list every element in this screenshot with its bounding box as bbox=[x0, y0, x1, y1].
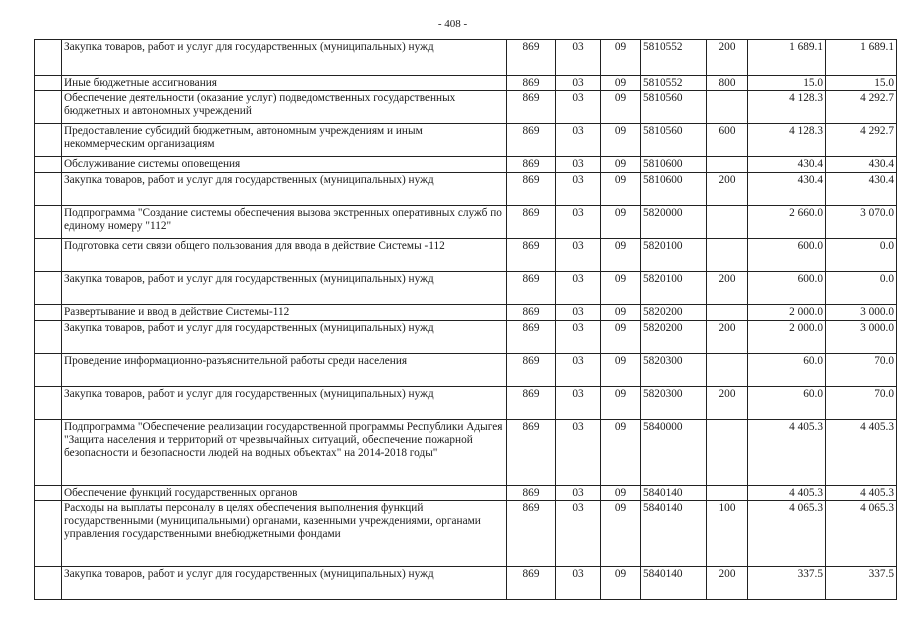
target-article-cell: 5840140 bbox=[641, 567, 707, 600]
table-row bbox=[35, 40, 897, 76]
item-name-cell: Подготовка сети связи общего пользования для ввода в действие Системы -112 bbox=[62, 239, 507, 272]
table-row bbox=[35, 206, 897, 239]
ministry-code-cell: 869 bbox=[507, 206, 556, 239]
sum-year-2-cell: 4 292.7 bbox=[826, 91, 897, 124]
item-name-cell: Иные бюджетные ассигнования bbox=[62, 76, 507, 91]
ministry-code-cell: 869 bbox=[507, 124, 556, 157]
expense-type-cell bbox=[707, 354, 748, 387]
target-article-cell: 5820300 bbox=[641, 354, 707, 387]
expense-type-cell bbox=[707, 157, 748, 173]
subsection-cell: 09 bbox=[601, 157, 641, 173]
item-name-cell: Обслуживание системы оповещения bbox=[62, 157, 507, 173]
table-row bbox=[35, 272, 897, 305]
expense-type-cell: 200 bbox=[707, 567, 748, 600]
subsection-cell: 09 bbox=[601, 173, 641, 206]
sum-year-2-cell: 337.5 bbox=[826, 567, 897, 600]
row-number-cell bbox=[35, 206, 62, 239]
expense-type-cell: 800 bbox=[707, 76, 748, 91]
target-article-cell: 5810552 bbox=[641, 40, 707, 76]
subsection-cell: 09 bbox=[601, 272, 641, 305]
target-article-cell: 5820200 bbox=[641, 305, 707, 321]
target-article-cell: 5810560 bbox=[641, 124, 707, 157]
ministry-code-cell: 869 bbox=[507, 157, 556, 173]
sum-year-2-cell: 70.0 bbox=[826, 354, 897, 387]
row-number-cell bbox=[35, 173, 62, 206]
row-number-cell bbox=[35, 91, 62, 124]
row-number-cell bbox=[35, 124, 62, 157]
sum-year-2-cell: 3 000.0 bbox=[826, 321, 897, 354]
row-number-cell bbox=[35, 321, 62, 354]
section-cell: 03 bbox=[556, 354, 601, 387]
expense-type-cell bbox=[707, 420, 748, 486]
subsection-cell: 09 bbox=[601, 40, 641, 76]
ministry-code-cell: 869 bbox=[507, 173, 556, 206]
table-row bbox=[35, 567, 897, 600]
target-article-cell: 5820300 bbox=[641, 387, 707, 420]
table-row bbox=[35, 305, 897, 321]
sum-year-2-cell: 4 292.7 bbox=[826, 124, 897, 157]
subsection-cell: 09 bbox=[601, 321, 641, 354]
ministry-code-cell: 869 bbox=[507, 486, 556, 501]
table-row bbox=[35, 321, 897, 354]
sum-year-2-cell: 15.0 bbox=[826, 76, 897, 91]
sum-year-1-cell: 430.4 bbox=[748, 157, 826, 173]
ministry-code-cell: 869 bbox=[507, 40, 556, 76]
item-name-cell: Проведение информационно-разъяснительной работы среди населения bbox=[62, 354, 507, 387]
sum-year-1-cell: 2 000.0 bbox=[748, 321, 826, 354]
target-article-cell: 5840000 bbox=[641, 420, 707, 486]
table-row bbox=[35, 486, 897, 501]
sum-year-2-cell: 430.4 bbox=[826, 157, 897, 173]
ministry-code-cell: 869 bbox=[507, 91, 556, 124]
expense-type-cell: 100 bbox=[707, 501, 748, 567]
subsection-cell: 09 bbox=[601, 91, 641, 124]
row-number-cell bbox=[35, 420, 62, 486]
ministry-code-cell: 869 bbox=[507, 420, 556, 486]
subsection-cell: 09 bbox=[601, 354, 641, 387]
subsection-cell: 09 bbox=[601, 567, 641, 600]
row-number-cell bbox=[35, 76, 62, 91]
subsection-cell: 09 bbox=[601, 387, 641, 420]
section-cell: 03 bbox=[556, 239, 601, 272]
section-cell: 03 bbox=[556, 420, 601, 486]
target-article-cell: 5840140 bbox=[641, 501, 707, 567]
target-article-cell: 5820100 bbox=[641, 239, 707, 272]
row-number-cell bbox=[35, 272, 62, 305]
subsection-cell: 09 bbox=[601, 305, 641, 321]
row-number-cell bbox=[35, 486, 62, 501]
section-cell: 03 bbox=[556, 305, 601, 321]
ministry-code-cell: 869 bbox=[507, 501, 556, 567]
ministry-code-cell: 869 bbox=[507, 305, 556, 321]
subsection-cell: 09 bbox=[601, 486, 641, 501]
section-cell: 03 bbox=[556, 91, 601, 124]
sum-year-2-cell: 3 000.0 bbox=[826, 305, 897, 321]
item-name-cell: Подпрограмма "Создание системы обеспечения вызова экстренных оперативных служб по единому номеру "112" bbox=[62, 206, 507, 239]
section-cell: 03 bbox=[556, 387, 601, 420]
sum-year-1-cell: 4 128.3 bbox=[748, 124, 826, 157]
section-cell: 03 bbox=[556, 486, 601, 501]
item-name-cell: Обеспечение деятельности (оказание услуг) подведомственных государственных бюджетных и автономных учреждений bbox=[62, 91, 507, 124]
sum-year-1-cell: 430.4 bbox=[748, 173, 826, 206]
table-row bbox=[35, 239, 897, 272]
section-cell: 03 bbox=[556, 272, 601, 305]
sum-year-2-cell: 4 405.3 bbox=[826, 420, 897, 486]
table-row bbox=[35, 157, 897, 173]
ministry-code-cell: 869 bbox=[507, 321, 556, 354]
ministry-code-cell: 869 bbox=[507, 272, 556, 305]
expense-type-cell: 200 bbox=[707, 387, 748, 420]
budget-table bbox=[34, 39, 897, 600]
table-row bbox=[35, 501, 897, 567]
sum-year-2-cell: 430.4 bbox=[826, 173, 897, 206]
expense-type-cell bbox=[707, 239, 748, 272]
sum-year-1-cell: 2 660.0 bbox=[748, 206, 826, 239]
target-article-cell: 5810600 bbox=[641, 157, 707, 173]
target-article-cell: 5810552 bbox=[641, 76, 707, 91]
table-row bbox=[35, 124, 897, 157]
sum-year-1-cell: 4 405.3 bbox=[748, 420, 826, 486]
sum-year-1-cell: 4 128.3 bbox=[748, 91, 826, 124]
target-article-cell: 5820200 bbox=[641, 321, 707, 354]
expense-type-cell bbox=[707, 91, 748, 124]
ministry-code-cell: 869 bbox=[507, 76, 556, 91]
section-cell: 03 bbox=[556, 206, 601, 239]
item-name-cell: Подпрограмма "Обеспечение реализации государственной программы Республики Адыгея "Защита населения и территорий от чрезвычайных ситуаций, обеспечение пожарной безопасности и безопасности людей на водных объектах" на 2014-2018 годы" bbox=[62, 420, 507, 486]
ministry-code-cell: 869 bbox=[507, 387, 556, 420]
row-number-cell bbox=[35, 567, 62, 600]
subsection-cell: 09 bbox=[601, 76, 641, 91]
section-cell: 03 bbox=[556, 567, 601, 600]
sum-year-1-cell: 1 689.1 bbox=[748, 40, 826, 76]
sum-year-2-cell: 1 689.1 bbox=[826, 40, 897, 76]
subsection-cell: 09 bbox=[601, 420, 641, 486]
section-cell: 03 bbox=[556, 501, 601, 567]
sum-year-1-cell: 337.5 bbox=[748, 567, 826, 600]
page-number: - 408 - bbox=[437, 18, 468, 30]
expense-type-cell: 200 bbox=[707, 321, 748, 354]
sum-year-2-cell: 4 405.3 bbox=[826, 486, 897, 501]
sum-year-2-cell: 0.0 bbox=[826, 239, 897, 272]
sum-year-2-cell: 3 070.0 bbox=[826, 206, 897, 239]
target-article-cell: 5810560 bbox=[641, 91, 707, 124]
table-row bbox=[35, 354, 897, 387]
row-number-cell bbox=[35, 239, 62, 272]
table-row bbox=[35, 387, 897, 420]
subsection-cell: 09 bbox=[601, 206, 641, 239]
sum-year-1-cell: 60.0 bbox=[748, 354, 826, 387]
table-row bbox=[35, 420, 897, 486]
sum-year-1-cell: 4 065.3 bbox=[748, 501, 826, 567]
section-cell: 03 bbox=[556, 76, 601, 91]
sum-year-1-cell: 4 405.3 bbox=[748, 486, 826, 501]
item-name-cell: Закупка товаров, работ и услуг для государственных (муниципальных) нужд bbox=[62, 40, 507, 76]
expense-type-cell: 200 bbox=[707, 272, 748, 305]
ministry-code-cell: 869 bbox=[507, 354, 556, 387]
section-cell: 03 bbox=[556, 321, 601, 354]
row-number-cell bbox=[35, 40, 62, 76]
ministry-code-cell: 869 bbox=[507, 567, 556, 600]
expense-type-cell bbox=[707, 206, 748, 239]
item-name-cell: Обеспечение функций государственных органов bbox=[62, 486, 507, 501]
expense-type-cell: 200 bbox=[707, 40, 748, 76]
item-name-cell: Закупка товаров, работ и услуг для государственных (муниципальных) нужд bbox=[62, 387, 507, 420]
sum-year-2-cell: 0.0 bbox=[826, 272, 897, 305]
sum-year-1-cell: 15.0 bbox=[748, 76, 826, 91]
budget-table-body bbox=[35, 40, 897, 600]
row-number-cell bbox=[35, 501, 62, 567]
subsection-cell: 09 bbox=[601, 501, 641, 567]
item-name-cell: Закупка товаров, работ и услуг для государственных (муниципальных) нужд bbox=[62, 567, 507, 600]
item-name-cell: Предоставление субсидий бюджетным, автономным учреждениям и иным некоммерческим организациям bbox=[62, 124, 507, 157]
expense-type-cell bbox=[707, 305, 748, 321]
target-article-cell: 5820100 bbox=[641, 272, 707, 305]
expense-type-cell bbox=[707, 486, 748, 501]
sum-year-1-cell: 2 000.0 bbox=[748, 305, 826, 321]
item-name-cell: Закупка товаров, работ и услуг для государственных (муниципальных) нужд bbox=[62, 272, 507, 305]
subsection-cell: 09 bbox=[601, 124, 641, 157]
sum-year-2-cell: 70.0 bbox=[826, 387, 897, 420]
ministry-code-cell: 869 bbox=[507, 239, 556, 272]
table-row bbox=[35, 76, 897, 91]
sum-year-1-cell: 600.0 bbox=[748, 239, 826, 272]
section-cell: 03 bbox=[556, 124, 601, 157]
subsection-cell: 09 bbox=[601, 239, 641, 272]
section-cell: 03 bbox=[556, 157, 601, 173]
row-number-cell bbox=[35, 354, 62, 387]
item-name-cell: Развертывание и ввод в действие Системы-112 bbox=[62, 305, 507, 321]
target-article-cell: 5840140 bbox=[641, 486, 707, 501]
sum-year-2-cell: 4 065.3 bbox=[826, 501, 897, 567]
row-number-cell bbox=[35, 157, 62, 173]
section-cell: 03 bbox=[556, 40, 601, 76]
sum-year-1-cell: 60.0 bbox=[748, 387, 826, 420]
table-row bbox=[35, 173, 897, 206]
item-name-cell: Закупка товаров, работ и услуг для государственных (муниципальных) нужд bbox=[62, 321, 507, 354]
row-number-cell bbox=[35, 305, 62, 321]
item-name-cell: Закупка товаров, работ и услуг для государственных (муниципальных) нужд bbox=[62, 173, 507, 206]
row-number-cell bbox=[35, 387, 62, 420]
sum-year-1-cell: 600.0 bbox=[748, 272, 826, 305]
expense-type-cell: 200 bbox=[707, 173, 748, 206]
item-name-cell: Расходы на выплаты персоналу в целях обеспечения выполнения функций государственными (муниципальными) органами, казенными учреждениями, органами управления государственными внебюджетными фондами bbox=[62, 501, 507, 567]
expense-type-cell: 600 bbox=[707, 124, 748, 157]
target-article-cell: 5820000 bbox=[641, 206, 707, 239]
table-row bbox=[35, 91, 897, 124]
target-article-cell: 5810600 bbox=[641, 173, 707, 206]
section-cell: 03 bbox=[556, 173, 601, 206]
